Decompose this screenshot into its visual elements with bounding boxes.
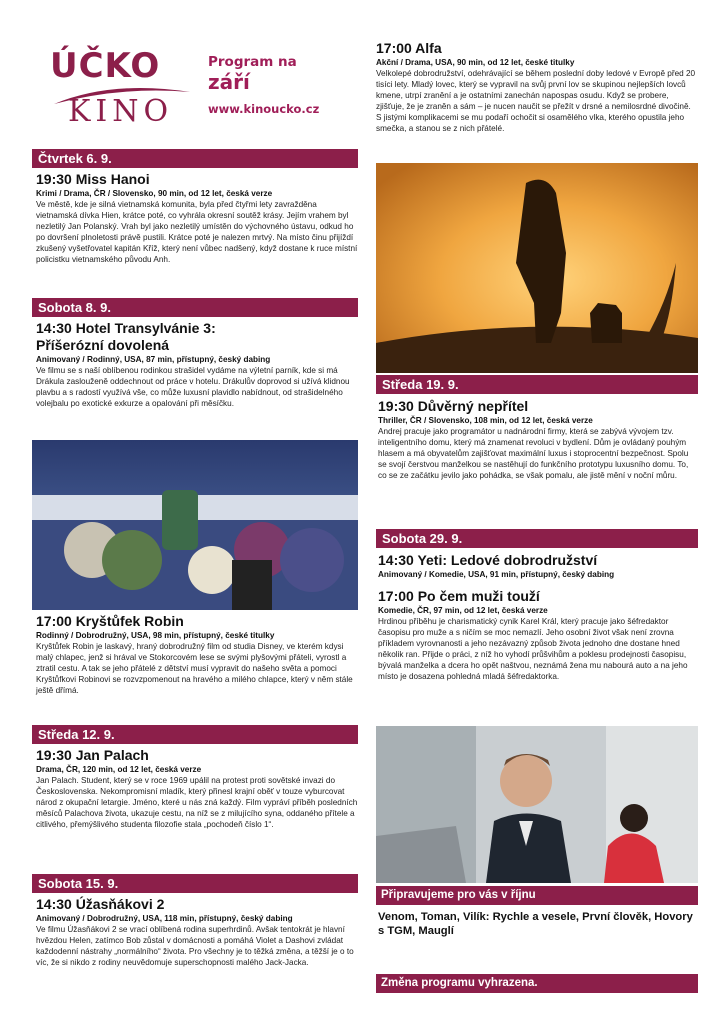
upcoming-list: Venom, Toman, Vilík: Rychle a vesele, První člověk, Hovory s TGM, Mauglí	[378, 911, 693, 937]
film-title: 17:00 Alfa	[376, 40, 442, 56]
day-header: Středa 12. 9.	[32, 725, 358, 744]
film-meta: Thriller, ČR / Slovensko, 108 min, od 12 let, česká verze	[378, 416, 593, 425]
film-description: Ve filmu se s naší oblíbenou rodinkou strašidel vydáme na výletní parník, kde si má Drákula zaslouženě oddechnout od práce v hotelu. Drákulův doprovod si užívá klidnou plavbu a s radostí využívá vše, co může luxusní plavidlo nabídnout, od strašidelného volejbalu po exotické exkurze a opalování při měsíčku.	[36, 366, 350, 409]
film-title: 19:30 Jan Palach	[36, 747, 149, 763]
film-title: 19:30 Důvěrný nepřítel	[378, 398, 529, 414]
film-meta: Drama, ČR, 120 min, od 12 let, česká verze	[36, 765, 202, 774]
film-description: Andrej pracuje jako programátor u nadnárodní firmy, která se zabývá vývojem tzv. inteligentního domu, který má znamenat revoluci v bydlení. Dům je ovládaný pouhým hlasem a má obyvatelům zajišťovat maximální luxus i stoprocentní bezpečnost. Spolu se svojí čerstvou manželkou se nastěhují do funkčního prototypu luxusního domu. To, co se ze začátku jevilo jako pohádka, se však pomalu, ale jistě mění v noční můru.	[378, 427, 689, 481]
film-po-cem-muzi-touzi	[378, 588, 698, 683]
film-meta: Komedie, ČR, 97 min, od 12 let, česká verze	[378, 606, 548, 615]
day-header: Sobota 15. 9.	[32, 874, 358, 893]
film-duverny-nepritel	[378, 398, 698, 481]
film-uzasnakovi-2	[36, 896, 358, 968]
film-meta: Animovaný / Komedie, USA, 91 min, přístupný, český dabing	[378, 570, 615, 579]
film-title: 19:30 Miss Hanoi	[36, 171, 150, 187]
film-description: Jan Palach. Student, který se v roce 1969 upálil na protest proti sovětské invazi do Československa. Nekompromisní mladík, který přinesl krajní oběť v touze vyburcovat národ z okupační letargie. Jméno, které u nás zná každý. Film vypráví příběh posledních měsíců Palachova života, ukazuje cestu, na níž se z milujícího syna, oddaného přítele a citlivého, přemýšlivého studenta filozofie stala „pochodeň číslo 1“.	[36, 776, 358, 830]
header	[50, 46, 350, 138]
film-meta: Krimi / Drama, ČR / Slovensko, 90 min, od 12 let, česká verze	[36, 189, 273, 198]
film-meta: Animovaný / Dobrodružný, USA, 118 min, přístupný, český dabing	[36, 914, 293, 923]
film-still-alfa	[376, 163, 698, 373]
film-description: Ve městě, kde je silná vietnamská komunita, byla před čtyřmi lety zavražděna vietnamská dívka Hien, krátce poté, co vyhrála okresní soutěž krásy. Jejím vrahem byl nezletilý Jan Polanský. Vrah byl jako nezletilý umístěn do výchovného ústavu, odkud ho po dovršení plnoletosti právě pustili. Krátce poté je nalezen mrtvý. Na místo činu přijíždí zkušený vyšetřovatel kapitán Kříž, který není vůbec nadšený, když dostane k ruce místní policistku vietnamského původu Anh.	[36, 200, 358, 265]
program-change-notice: Změna programu vyhrazena.	[376, 974, 698, 993]
film-title: 17:00 Po čem muži touží	[378, 588, 540, 604]
film-description: Velkolepé dobrodružství, odehrávající se během poslední doby ledové v Evropě před 20 tisíci lety. Mladý lovec, který se vypravil na svůj první lov se skupinou nejlepších lovců kmene, utrpí zranění a je ostatními zanechán napospas osudu. Když se probere, zjišťuje, že je zraněn a sám – je nucen naučit se přežít v drsné a nemilosrdné divočině. S jistými komplikacemi se mu podaří ochočit si osamělého vlka, kterého opustila jeho smečka, a stanou se z nich přátelé.	[376, 69, 696, 134]
film-jan-palach	[36, 747, 358, 830]
logo-kino-text: KINO	[68, 94, 174, 129]
program-month: září	[208, 70, 250, 94]
program-label: Program na	[208, 54, 297, 70]
film-still-hotel-transylvanie	[32, 440, 358, 610]
film-description: Hrdinou příběhu je charismatický cynik Karel Král, který pracuje jako šéfredaktor časopisu pro muže a s ničím se moc nemazlí. Jeho osobní život však není zrovna příkladem vyrovnanosti a jeho nezávazný způsob života jednoho dne dostane hned několik ran. Přijde o práci, z níž ho vyhodí průšvihům a poklesu prodejnosti časopisu, bývalá manželka a dcera ho opět naštvou, neznámá žena mu nabourá auto a na jeho místo je dosazena pohledná mladá šéfredaktorka.	[378, 617, 688, 682]
film-krystufek-robin	[36, 613, 358, 696]
film-meta: Akční / Drama, USA, 90 min, od 12 let, české titulky	[376, 58, 575, 67]
film-description: Kryštůfek Robin je laskavý, hraný dobrodružný film od studia Disney, ve kterém kdysi malý chlapec, jenž si hrával ve Stokorcovém lese se svými plyšovými přáteli, vyrostl a ztratil cestu. A tak se jeho přátelé z dětství musí vypravit do našeho světa a pomoci Kryštůfkovi Robinovi se rozvzpomenout na hravého a milého chlapce, který v něm stále ještě dřímá.	[36, 642, 353, 696]
film-alfa	[376, 40, 698, 135]
day-header: Čtvrtek 6. 9.	[32, 149, 358, 168]
film-title: 14:30 Yeti: Ledové dobrodružství	[378, 552, 598, 568]
film-meta: Rodinný / Dobrodružný, USA, 98 min, přístupný, české titulky	[36, 631, 275, 640]
day-header: Středa 19. 9.	[376, 375, 698, 394]
film-title: 14:30 Hotel Transylvánie 3:	[36, 320, 216, 336]
logo-ucko-text: ÚČKO	[50, 46, 161, 86]
film-description: Ve filmu Úžasňákovi 2 se vrací oblíbená rodina superhrdinů. Avšak tentokrát je hlavní hvězdou Helen, zatímco Bob zůstal v domácnosti a pomáhá Violet a Dashovi zvládat každodenní nástrahy „normálního“ života. Pro všechny je to těžká změna, a těžší je o to víc, že si nikdo z rodiny neuvědomuje superschopnosti malého Jack-Jacka.	[36, 925, 354, 968]
film-title: 17:00 Kryštůfek Robin	[36, 613, 184, 629]
film-meta: Animovaný / Rodinný, USA, 87 min, přístupný, český dabing	[36, 355, 271, 364]
film-still-po-cem-muzi-touzi	[376, 726, 698, 883]
website-link[interactable]: www.kinoucko.cz	[208, 102, 320, 116]
upcoming-heading: Připravujeme pro vás v říjnu	[376, 886, 698, 905]
film-title: 14:30 Úžasňákovi 2	[36, 896, 165, 912]
film-hotel-transylvanie	[36, 320, 358, 409]
film-yeti	[378, 552, 698, 580]
day-header: Sobota 29. 9.	[376, 529, 698, 548]
day-header: Sobota 8. 9.	[32, 298, 358, 317]
film-miss-hanoi	[36, 171, 358, 266]
film-title-line2: Příšerózní dovolená	[36, 337, 170, 353]
